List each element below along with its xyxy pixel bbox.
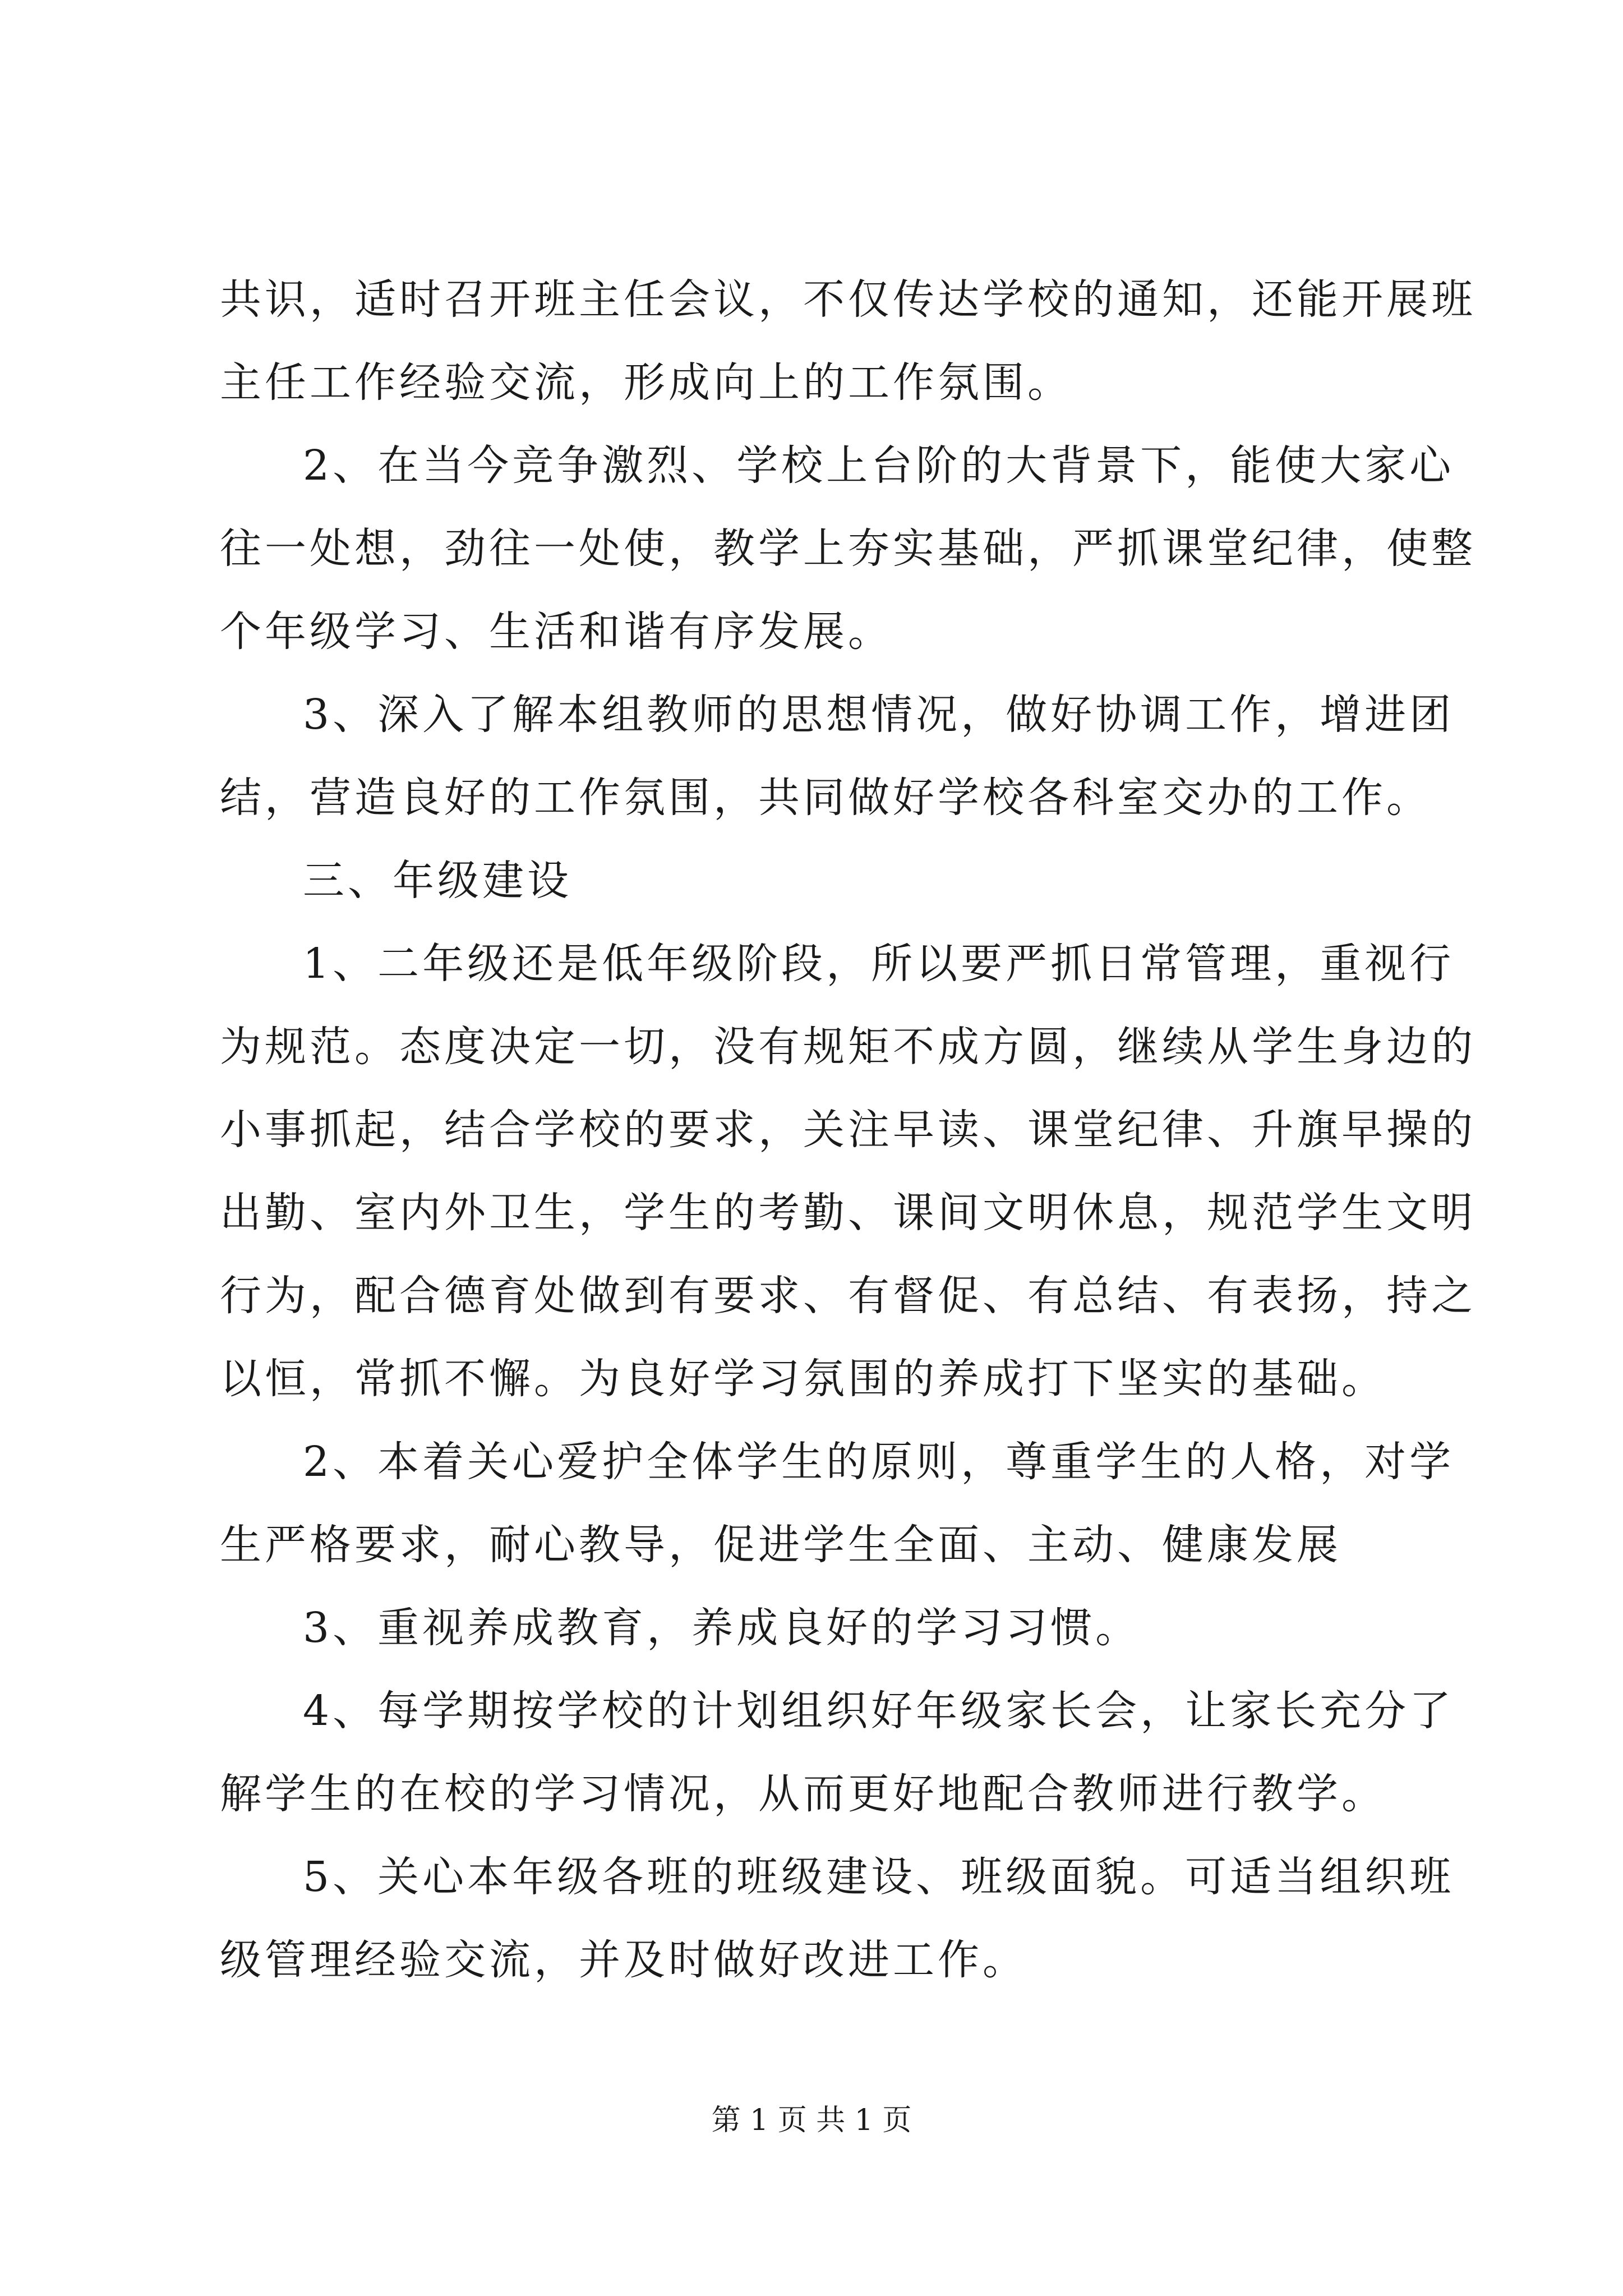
body-line: 为规范。态度决定一切，没有规矩不成方圆，继续从学生身边的 (220, 1023, 1476, 1071)
body-line: 3、深入了解本组教师的思想情况，做好协调工作，增进团 (303, 691, 1455, 739)
body-line: 共识，适时召开班主任会议，不仅传达学校的通知，还能开展班 (220, 275, 1476, 324)
section-heading: 三、年级建设 (303, 857, 572, 905)
page-footer: 第 1 页 共 1 页 (711, 2104, 912, 2137)
body-line: 4、每学期按学校的计划组织好年级家长会，让家长充分了 (303, 1687, 1455, 1735)
body-line: 主任工作经验交流，形成向上的工作氛围。 (220, 358, 1072, 407)
body-line: 1、二年级还是低年级阶段，所以要严抓日常管理，重视行 (303, 940, 1455, 988)
body-line: 出勤、室内外卫生，学生的考勤、课间文明休息，规范学生文明 (220, 1189, 1476, 1237)
body-line: 生严格要求，耐心教导，促进学生全面、主动、健康发展 (220, 1521, 1341, 1569)
body-line: 解学生的在校的学习情况，从而更好地配合教师进行教学。 (220, 1770, 1386, 1818)
body-line: 2、在当今竞争激烈、学校上台阶的大背景下，能使大家心 (303, 441, 1455, 490)
body-line: 2、本着关心爱护全体学生的原则，尊重学生的人格，对学 (303, 1438, 1455, 1486)
body-line: 小事抓起，结合学校的要求，关注早读、课堂纪律、升旗早操的 (220, 1106, 1476, 1154)
body-line: 以恒，常抓不懈。为良好学习氛围的养成打下坚实的基础。 (220, 1355, 1386, 1403)
body-line: 行为，配合德育处做到有要求、有督促、有总结、有表扬，持之 (220, 1272, 1476, 1320)
document-body (220, 258, 1476, 2001)
body-line: 往一处想，劲往一处使，教学上夯实基础，严抓课堂纪律，使整 (220, 524, 1476, 573)
body-line: 5、关心本年级各班的班级建设、班级面貌。可适当组织班 (303, 1853, 1455, 1901)
body-line: 结，营造良好的工作氛围，共同做好学校各科室交办的工作。 (220, 774, 1431, 822)
body-line: 3、重视养成教育，养成良好的学习习惯。 (303, 1604, 1141, 1652)
body-line: 级管理经验交流，并及时做好改进工作。 (220, 1936, 1027, 1984)
body-line: 个年级学习、生活和谐有序发展。 (220, 608, 893, 656)
